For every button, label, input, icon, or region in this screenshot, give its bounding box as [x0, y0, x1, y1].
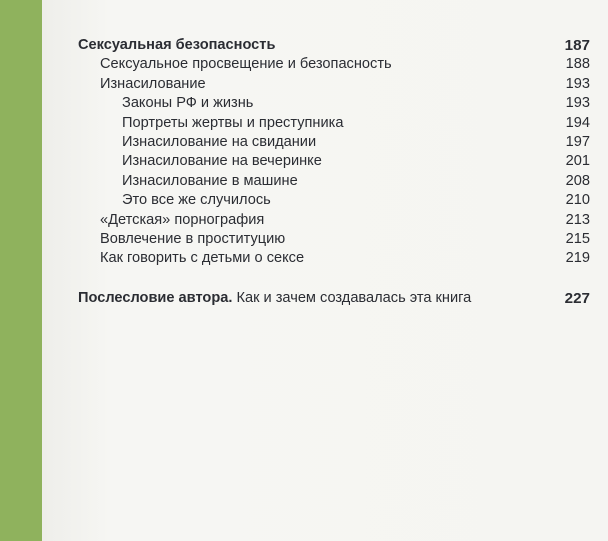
toc-entry-page: 208: [565, 172, 590, 189]
toc-entry-page: 213: [565, 211, 590, 228]
toc-subentry: [78, 94, 590, 113]
toc-spacer: [78, 269, 590, 289]
toc-entry-page: 219: [565, 250, 590, 267]
toc-subentry: [78, 133, 590, 152]
toc-entry: [78, 211, 590, 230]
toc-entry-title: Изнасилование в машине: [122, 172, 298, 189]
toc-entry-title: Изнасилование на свидании: [122, 133, 317, 150]
toc-afterword-page: 227: [564, 289, 590, 307]
toc-entry-title: Как говорить с детьми о сексе: [100, 250, 305, 267]
toc-entry-page: 193: [565, 95, 590, 112]
toc-entry: [78, 55, 590, 74]
toc-afterword-row: [78, 289, 590, 308]
toc-subentry: [78, 191, 590, 210]
toc-section-page: 187: [564, 37, 590, 54]
toc-section-row: [78, 36, 590, 55]
toc-entry-title: Изнасилование на вечеринке: [122, 153, 322, 170]
toc-entry: [78, 249, 590, 268]
toc-subentry: [78, 152, 590, 171]
toc-entry-title: Законы РФ и жизнь: [122, 95, 254, 112]
toc-entry-page: 193: [565, 75, 590, 92]
table-of-contents: [78, 36, 590, 308]
toc-afterword-title-bold: Послесловие автора.: [78, 289, 233, 306]
toc-entry-title: Сексуальное просвещение и безопасность: [100, 56, 392, 73]
toc-entry-page: 215: [565, 230, 590, 247]
toc-entry-title: Это все же случилось: [122, 192, 271, 209]
toc-entry-title: Вовлечение в проституцию: [100, 230, 286, 247]
toc-entry-page: 197: [565, 133, 590, 150]
toc-entry-page: 194: [565, 114, 590, 131]
toc-entry: [78, 75, 590, 94]
toc-entry-page: 201: [565, 153, 590, 170]
toc-entry-page: 188: [565, 56, 590, 73]
green-page-edge: [0, 0, 42, 541]
toc-entry-page: 210: [565, 192, 590, 209]
toc-entry: [78, 230, 590, 249]
toc-section-title: Сексуальная безопасность: [78, 37, 276, 53]
toc-subentry: [78, 172, 590, 191]
toc-entry-title: Изнасилование: [100, 75, 206, 92]
toc-afterword-title-rest: Как и зачем создавалась эта книга: [232, 289, 472, 306]
toc-entry-title: Портреты жертвы и преступника: [122, 114, 344, 131]
toc-entry-title: «Детская» порнография: [100, 211, 265, 228]
toc-afterword-title: [78, 289, 471, 308]
toc-subentry: [78, 114, 590, 133]
